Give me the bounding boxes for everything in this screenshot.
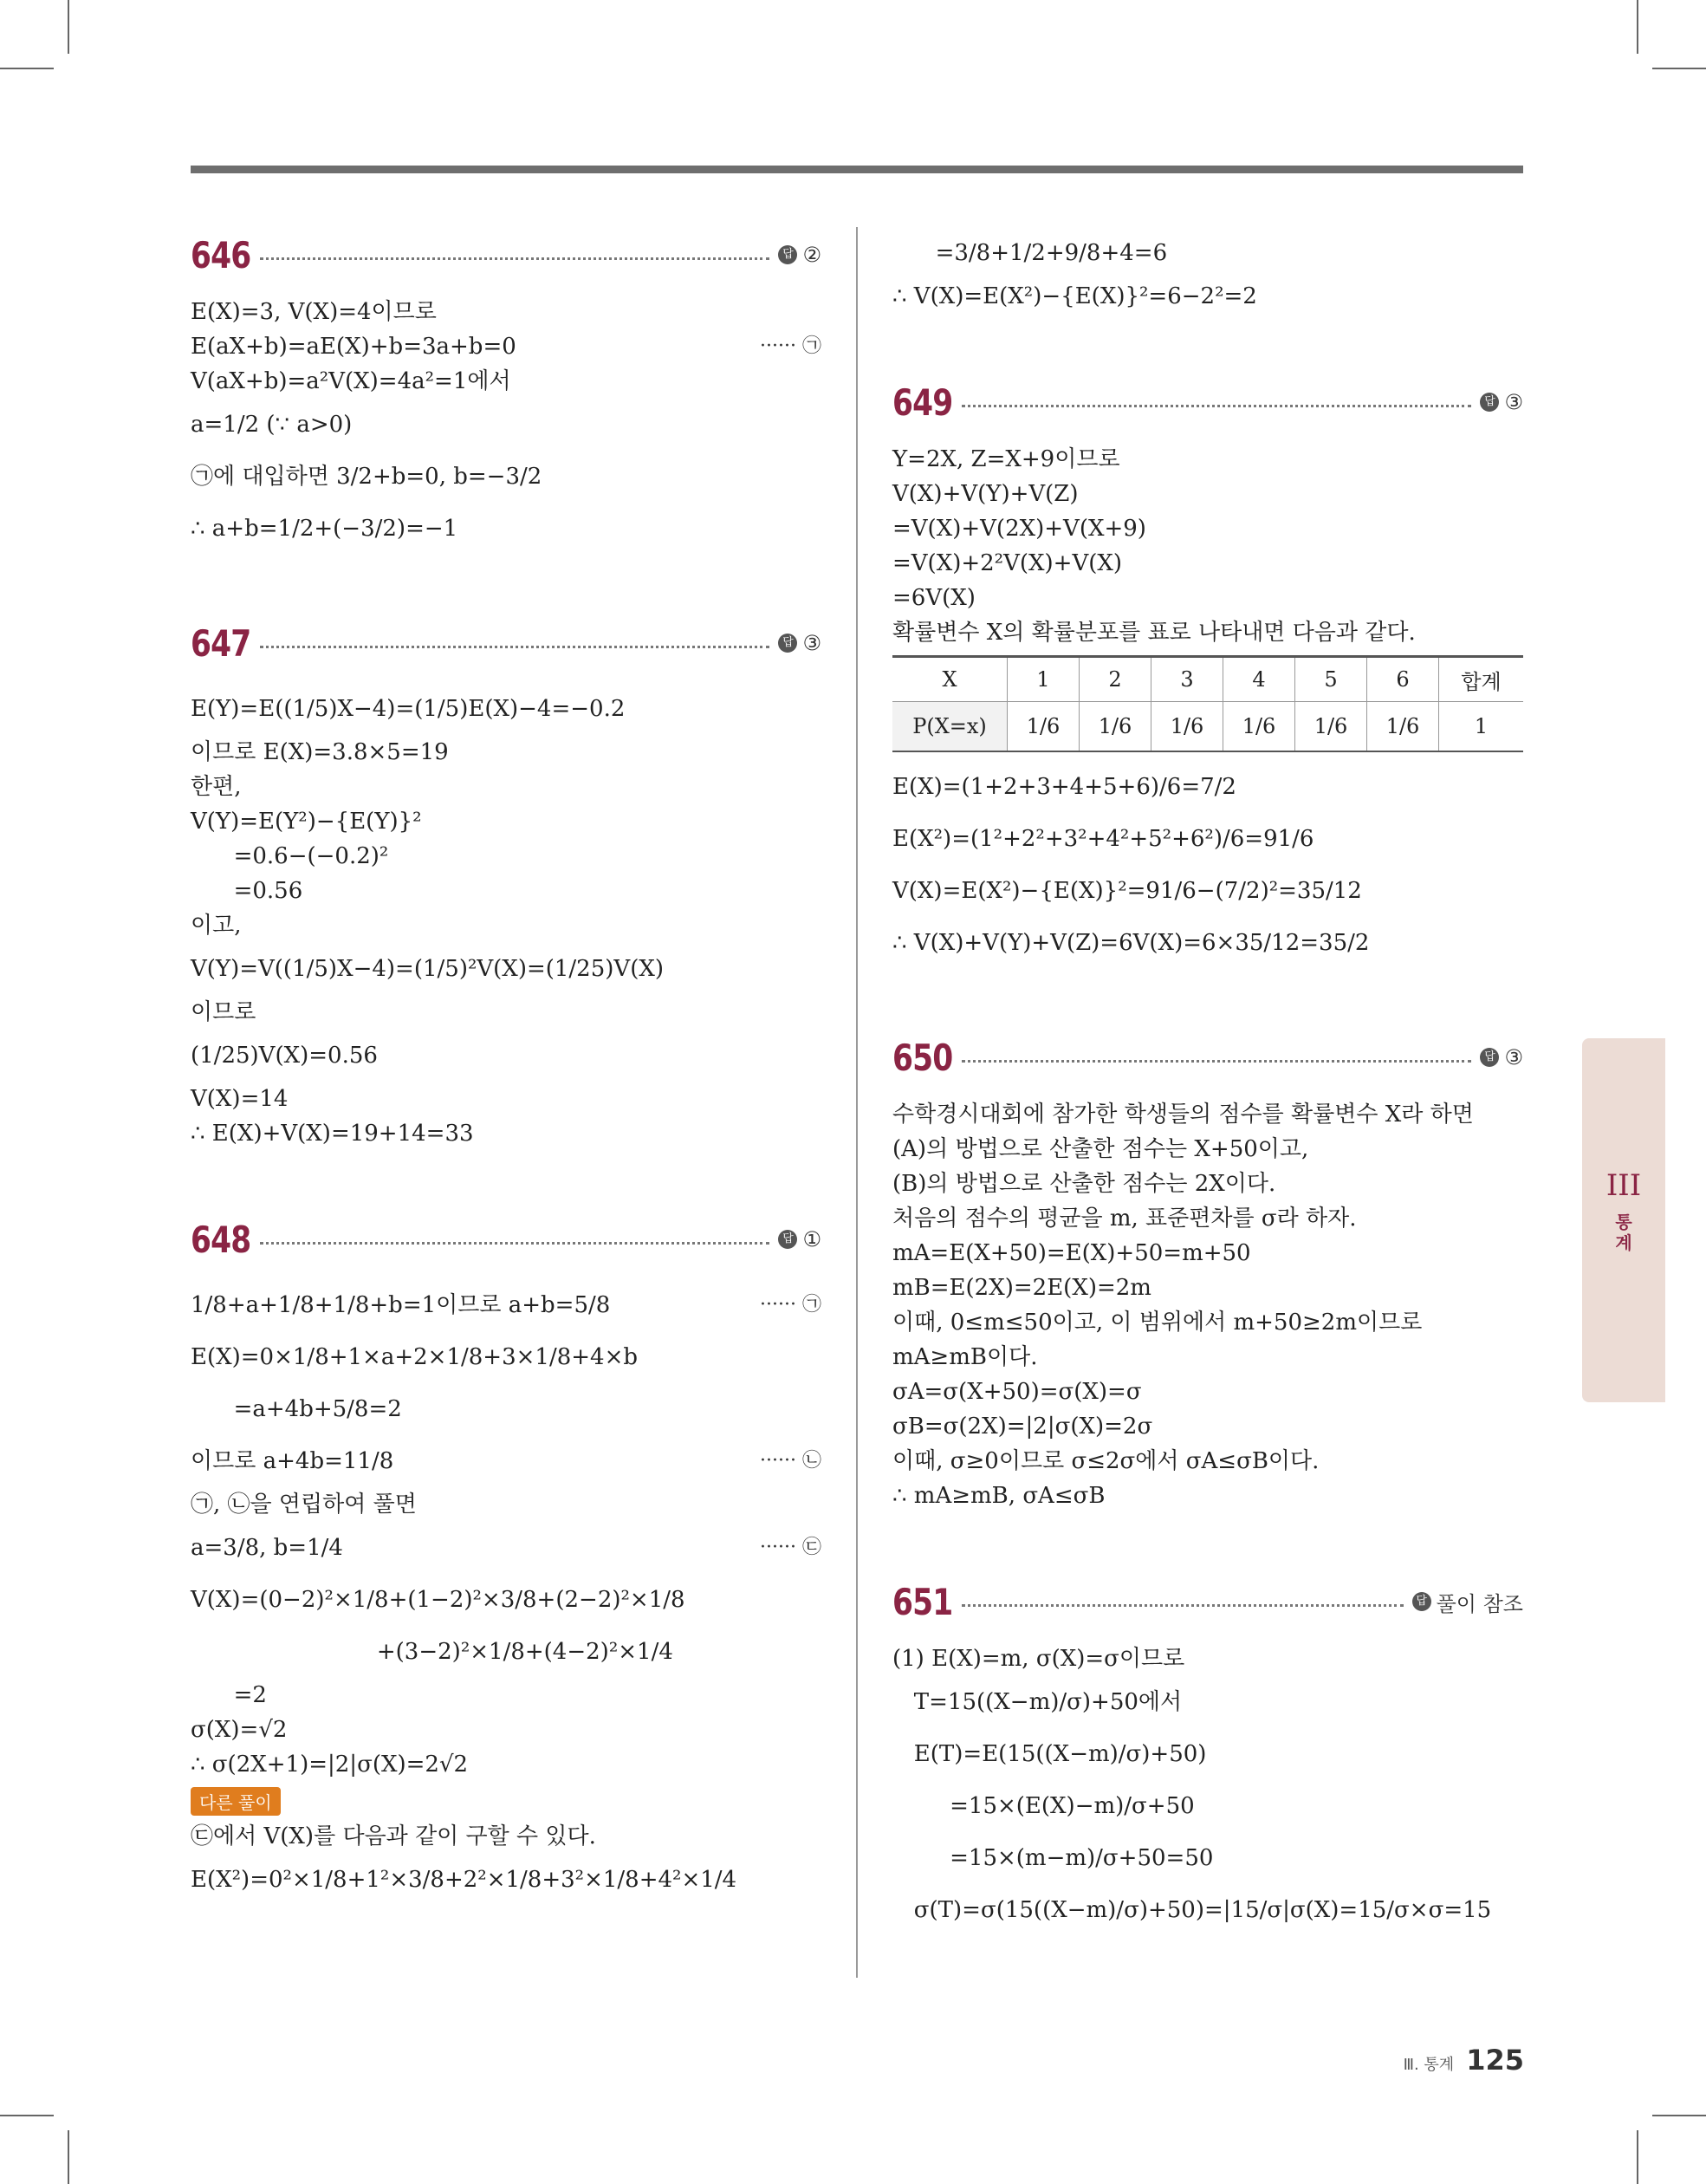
solution-line: +(3−2)²×1/8+(4−2)²×1/4 xyxy=(191,1639,673,1665)
table-cell: 1/6 xyxy=(1008,702,1080,752)
solution-line: mA≥mB이다. xyxy=(892,1344,1038,1370)
dot-leader xyxy=(260,257,769,260)
answer-badge-icon: 답 xyxy=(778,245,797,264)
solution-line: 1/8+a+1/8+1/8+b=1이므로 a+b=5/8 ······ ㉠ xyxy=(191,1279,821,1331)
problem-646 xyxy=(191,227,821,555)
answer xyxy=(778,1227,821,1251)
answer xyxy=(1480,390,1523,414)
solution-line: =V(X)+V(2X)+V(X+9) xyxy=(892,516,1146,542)
table-cell: 3 xyxy=(1151,657,1223,702)
solution-line: =2 xyxy=(191,1682,267,1708)
crop-mark xyxy=(0,68,54,69)
table-cell: 2 xyxy=(1080,657,1151,702)
table-cell: 1/6 xyxy=(1151,702,1223,752)
solution-line: =0.56 xyxy=(191,878,303,904)
chapter-side-tab xyxy=(1582,1038,1665,1402)
solution-line: V(X)+V(Y)+V(Z) xyxy=(892,481,1079,507)
solution-line: =15×(m−m)/σ+50=50 xyxy=(892,1845,1214,1871)
answer-value: ③ xyxy=(1504,390,1523,414)
solution-line: ∴ σ(2X+1)=|2|σ(X)=2√2 xyxy=(191,1752,469,1778)
problem-header xyxy=(191,1212,821,1267)
column-divider xyxy=(856,227,858,1978)
solution-line: (1) E(X)=m, σ(X)=σ이므로 xyxy=(892,1646,1185,1672)
solution-line: E(Y)=E((1/5)X−4)=(1/5)E(X)−4=−0.2 xyxy=(191,696,626,722)
answer-badge-icon: 답 xyxy=(1412,1592,1431,1611)
solution-line: mB=E(2X)=2E(X)=2m xyxy=(892,1275,1151,1301)
solution-line: ㉠, ㉡을 연립하여 풀면 xyxy=(191,1492,417,1518)
solution-line: ㉢에서 V(X)를 다음과 같이 구할 수 있다. xyxy=(191,1823,596,1849)
problem-number: 647 xyxy=(191,621,251,665)
solution-line: 이므로 xyxy=(191,999,256,1025)
dot-leader xyxy=(962,1060,1471,1063)
solution-line: (1/25)V(X)=0.56 xyxy=(191,1043,378,1069)
solution-line: 이때, σ≥0이므로 σ≤2σ에서 σA≤σB이다. xyxy=(892,1448,1320,1474)
solution-line: V(Y)=E(Y²)−{E(Y)}² xyxy=(191,809,422,835)
crop-mark xyxy=(1652,2115,1706,2116)
footer-section: Ⅲ. 통계 xyxy=(1403,2056,1455,2074)
problem-number: 648 xyxy=(191,1218,251,1261)
table-cell: X xyxy=(892,657,1008,702)
dot-leader xyxy=(962,1604,1404,1607)
answer-badge-icon: 답 xyxy=(778,1230,797,1249)
solution-line: V(aX+b)=a²V(X)=4a²=1에서 xyxy=(191,368,511,394)
solution-line: 수학경시대회에 참가한 학생들의 점수를 확률변수 X라 하면 xyxy=(892,1102,1474,1128)
table-cell: 합계 xyxy=(1439,657,1524,702)
problem-header xyxy=(892,1574,1523,1629)
solution-line: =V(X)+2²V(X)+V(X) xyxy=(892,550,1123,576)
solution-line: σ(T)=σ(15((X−m)/σ)+50)=|15/σ|σ(X)=15/σ×σ=15 xyxy=(892,1897,1492,1923)
solution-line: σA=σ(X+50)=σ(X)=σ xyxy=(892,1379,1142,1405)
equation-mark: ······ ㉠ xyxy=(760,1294,821,1316)
page-number: 125 xyxy=(1466,2044,1524,2077)
answer-value: 풀이 참조 xyxy=(1436,1591,1523,1616)
crop-mark xyxy=(1637,0,1638,54)
dot-leader xyxy=(260,646,769,648)
answer xyxy=(778,631,821,655)
solution-line: =6V(X) xyxy=(892,585,976,611)
solution-line: a=1/2 (∵ a>0) xyxy=(191,412,353,438)
table-cell: 5 xyxy=(1295,657,1367,702)
table-row xyxy=(892,702,1523,752)
table-cell: 6 xyxy=(1367,657,1439,702)
equation-mark: ······ ㉠ xyxy=(760,335,821,357)
crop-mark xyxy=(1637,2130,1638,2184)
solution-line: E(X²)=0²×1/8+1²×3/8+2²×1/8+3²×1/8+4²×1/4 xyxy=(191,1867,737,1893)
page-footer xyxy=(1404,2044,1524,2077)
equation-mark: ······ ㉡ xyxy=(760,1450,821,1472)
table-cell: 1/6 xyxy=(1223,702,1295,752)
crop-mark xyxy=(0,2115,54,2116)
problem-647 xyxy=(191,615,821,1151)
answer xyxy=(1412,1587,1523,1617)
crop-mark xyxy=(68,0,69,54)
problem-number: 650 xyxy=(892,1036,953,1079)
solution-line: ∴ mA≥mB, σA≤σB xyxy=(892,1483,1106,1509)
problem-651 xyxy=(892,1574,1523,1936)
right-column xyxy=(892,227,1523,1997)
answer-value: ③ xyxy=(802,631,821,655)
alt-solution-tag: 다른 풀이 xyxy=(191,1787,281,1816)
solution-line: =3/8+1/2+9/8+4=6 xyxy=(892,240,1168,266)
solution-line: V(X)=E(X²)−{E(X)}²=91/6−(7/2)²=35/12 xyxy=(892,878,1362,904)
dot-leader xyxy=(260,1242,769,1245)
dot-leader xyxy=(962,405,1471,407)
solution-line: 한편, xyxy=(191,774,242,800)
table-cell: 1/6 xyxy=(1295,702,1367,752)
problem-649 xyxy=(892,374,1523,969)
answer xyxy=(1480,1045,1523,1069)
probability-table xyxy=(892,655,1523,752)
table-cell: 1/6 xyxy=(1080,702,1151,752)
solution-line: σB=σ(2X)=|2|σ(X)=2σ xyxy=(892,1414,1153,1440)
problem-number: 649 xyxy=(892,380,953,424)
solution-line: 이때, 0≤m≤50이고, 이 범위에서 m+50≥2m이므로 xyxy=(892,1310,1423,1336)
answer-value: ① xyxy=(802,1227,821,1251)
equation-mark: ······ ㉢ xyxy=(760,1537,821,1558)
solution-line: (A)의 방법으로 산출한 점수는 X+50이고, xyxy=(892,1136,1309,1162)
solution-line: V(Y)=V((1/5)X−4)=(1/5)²V(X)=(1/25)V(X) xyxy=(191,956,664,982)
solution-line: E(X)=(1+2+3+4+5+6)/6=7/2 xyxy=(892,774,1236,800)
chapter-label: 통 계 xyxy=(1615,1212,1632,1253)
solution-line: =a+4b+5/8=2 xyxy=(191,1396,402,1422)
table-cell: P(X=x) xyxy=(892,702,1008,752)
answer-badge-icon: 답 xyxy=(778,634,797,653)
problem-header xyxy=(892,1030,1523,1085)
problem-number: 646 xyxy=(191,233,251,276)
solution-line: E(aX+b)=aE(X)+b=3a+b=0 ······ ㉠ xyxy=(191,329,821,364)
table-cell: 1 xyxy=(1008,657,1080,702)
solution-line: ∴ a+b=1/2+(−3/2)=−1 xyxy=(191,516,458,542)
solution-line: E(X)=0×1/8+1×a+2×1/8+3×1/8+4×b xyxy=(191,1344,639,1370)
solution-line: 처음의 점수의 평균을 m, 표준편차를 σ라 하자. xyxy=(892,1206,1357,1232)
solution-line: 이므로 E(X)=3.8×5=19 xyxy=(191,739,449,765)
solution-line: T=15((X−m)/σ)+50에서 xyxy=(892,1689,1183,1715)
problem-header xyxy=(191,227,821,283)
problem-650 xyxy=(892,1030,1523,1513)
solution-line: (B)의 방법으로 산출한 점수는 2X이다. xyxy=(892,1171,1276,1197)
solution-line: ㉠에 대입하면 3/2+b=0, b=−3/2 xyxy=(191,464,542,490)
solution-line: 이므로 a+4b=11/8 ······ ㉡ xyxy=(191,1435,821,1487)
problem-header xyxy=(892,374,1523,430)
solution-line: σ(X)=√2 xyxy=(191,1717,288,1743)
solution-line: E(X)=3, V(X)=4이므로 xyxy=(191,299,437,325)
solution-line: ∴ V(X)+V(Y)+V(Z)=6V(X)=6×35/12=35/2 xyxy=(892,930,1370,956)
problem-number: 651 xyxy=(892,1580,953,1623)
solution-line: ∴ E(X)+V(X)=19+14=33 xyxy=(191,1121,474,1147)
table-header-row xyxy=(892,657,1523,702)
solution-line: E(X²)=(1²+2²+3²+4²+5²+6²)/6=91/6 xyxy=(892,826,1314,852)
table-cell: 1 xyxy=(1439,702,1524,752)
answer xyxy=(778,243,821,267)
problem-header xyxy=(191,615,821,671)
solution-line: ∴ V(X)=E(X²)−{E(X)}²=6−2²=2 xyxy=(892,283,1257,309)
answer-value: ② xyxy=(802,243,821,267)
solution-line: =15×(E(X)−m)/σ+50 xyxy=(892,1793,1195,1819)
solution-line: 이고, xyxy=(191,913,242,939)
left-column xyxy=(191,227,821,1966)
solution-line: E(T)=E(15((X−m)/σ)+50) xyxy=(892,1741,1207,1767)
answer-value: ③ xyxy=(1504,1045,1523,1069)
table-cell: 4 xyxy=(1223,657,1295,702)
solution-line: V(X)=(0−2)²×1/8+(1−2)²×3/8+(2−2)²×1/8 xyxy=(191,1587,685,1613)
crop-mark xyxy=(1652,68,1706,69)
answer-badge-icon: 답 xyxy=(1480,1048,1499,1067)
answer-badge-icon: 답 xyxy=(1480,393,1499,412)
solution-line: mA=E(X+50)=E(X)+50=m+50 xyxy=(892,1240,1251,1266)
top-rule xyxy=(191,166,1523,173)
problem-648 xyxy=(191,1212,821,1906)
crop-mark xyxy=(68,2130,69,2184)
problem-648-continued xyxy=(892,227,1523,314)
table-cell: 1/6 xyxy=(1367,702,1439,752)
solution-line: V(X)=14 xyxy=(191,1086,289,1112)
solution-line: =0.6−(−0.2)² xyxy=(191,843,389,869)
chapter-roman: III xyxy=(1605,1168,1642,1203)
solution-line: 확률변수 X의 확률분포를 표로 나타내면 다음과 같다. xyxy=(892,620,1416,646)
solution-line: Y=2X, Z=X+9이므로 xyxy=(892,446,1120,472)
solution-line: a=3/8, b=1/4 ······ ㉢ xyxy=(191,1522,821,1574)
